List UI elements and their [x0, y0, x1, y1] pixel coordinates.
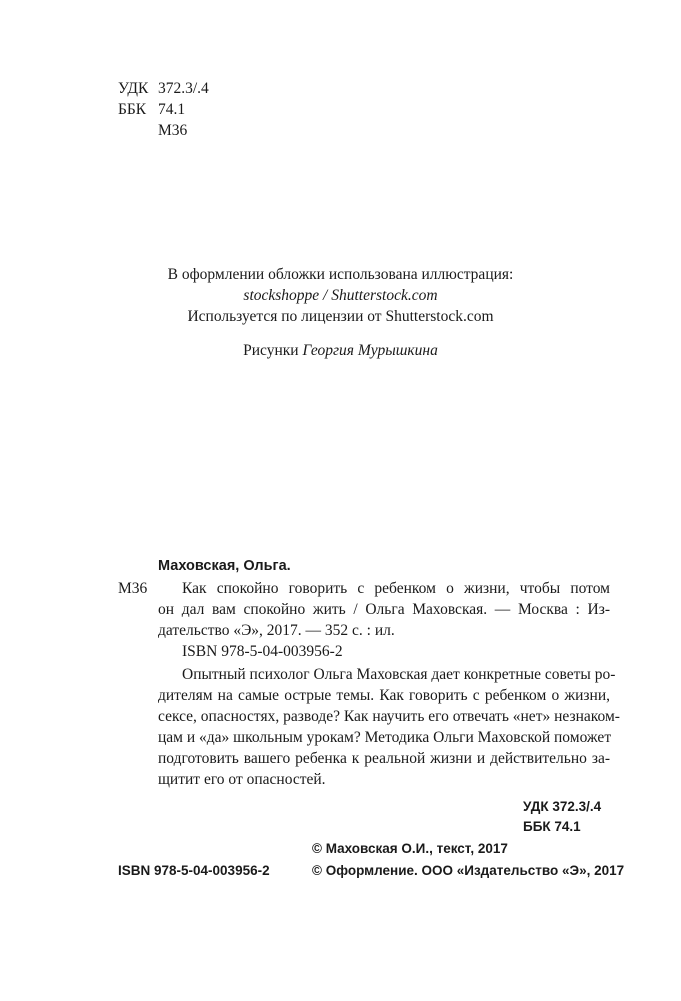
isbn-record: ISBN 978-5-04-003956-2 — [182, 643, 343, 660]
title-line-1: Как спокойно говорить с ребенком о жизни, чтобы потом — [182, 580, 610, 597]
isbn-footer: ISBN 978-5-04-003956-2 — [118, 863, 270, 878]
bbk-value: 74.1 — [158, 101, 186, 118]
udk-bottom: УДК 372.3/.4 — [523, 799, 602, 814]
annotation-line-1: Опытный психолог Ольга Маховская дает конкретные советы ро- — [182, 666, 616, 683]
title-line-2: он дал вам спокойно жить / Ольга Маховская. — Москва : Из- — [158, 601, 610, 618]
annotation-line-6: щитит его от опасностей. — [158, 771, 326, 788]
author-mark-top: М36 — [158, 122, 188, 139]
illustrator-name: Георгия Мурышкина — [302, 342, 438, 359]
author-mark-record: М36 — [118, 580, 148, 597]
copyright-text: © Маховская О.И., текст, 2017 — [312, 841, 508, 856]
annotation-line-5: подготовить вашего ребенка к реальной жизни и действительно за- — [158, 750, 610, 767]
udk-value: 372.3/.4 — [158, 80, 209, 97]
annotation-line-3: сексе, опасностях, разводе? Как научить его отвечать «нет» незнаком- — [158, 708, 620, 725]
illustrations-prefix: Рисунки — [243, 342, 299, 359]
annotation-line-2: дителям на самые острые темы. Как говорить с ребенком о жизни, — [158, 687, 610, 704]
stock-source: stockshoppe / Shutterstock.com — [243, 287, 438, 304]
annotation-line-4: цам и «да» школьным урокам? Методика Ольги Маховской поможет — [158, 729, 612, 746]
udk-label: УДК — [118, 80, 149, 97]
author-heading: Маховская, Ольга. — [158, 558, 291, 574]
illustrations-credit — [0, 340, 681, 361]
cover-credit-line-2 — [0, 285, 681, 306]
cover-credit-line-3: Используется по лицензии от Shutterstock.com — [187, 308, 494, 325]
title-line-3: дательство «Э», 2017. — 352 с. : ил. — [158, 622, 395, 639]
bbk-label: ББК — [118, 101, 147, 118]
bbk-bottom: ББК 74.1 — [523, 819, 581, 834]
cover-credit-line-1: В оформлении обложки использована иллюстрация: — [167, 266, 514, 283]
copyright-design: © Оформление. ООО «Издательство «Э», 2017 — [312, 863, 625, 878]
